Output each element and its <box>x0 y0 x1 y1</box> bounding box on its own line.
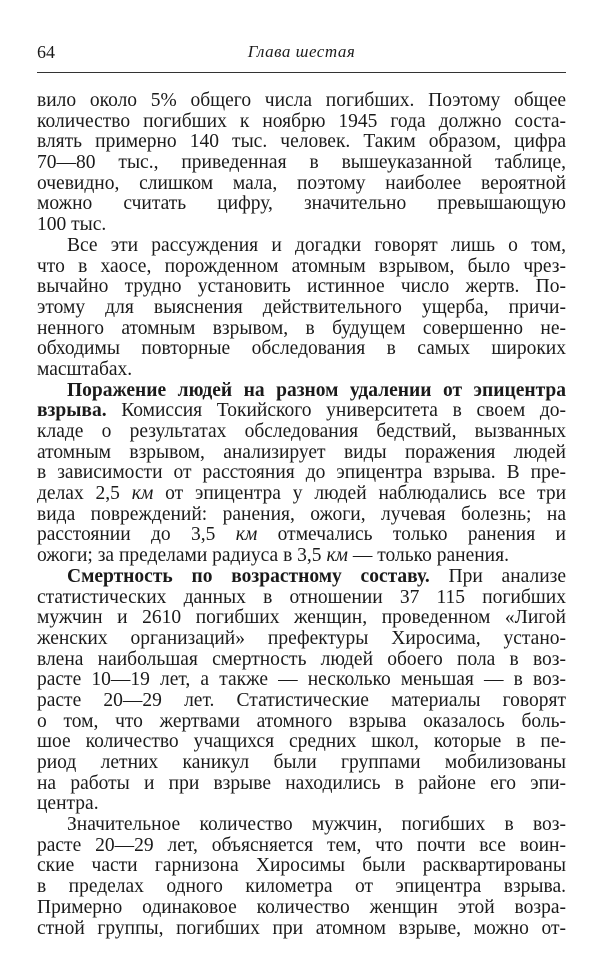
text-segment: статистических данных в отношении 37 115 погибших <box>37 586 566 608</box>
text-line <box>37 567 566 588</box>
text-line <box>37 525 566 546</box>
text-line <box>37 919 566 940</box>
text-segment: атомным взрывом, анализирует виды поражения людей <box>37 441 566 463</box>
text-line <box>37 319 566 340</box>
text-segment: от эпицентра у людей наблюдались все три <box>153 483 567 505</box>
text-segment: можно считать цифру, значительно превышающую <box>37 193 566 215</box>
text-segment: При анализе <box>429 565 566 587</box>
text-line <box>37 236 566 257</box>
text-segment: риод летних каникул были группами мобилизованы <box>37 752 566 773</box>
text-segment: мужчин и 2610 погибших женщин, проведенном «Лигой <box>37 607 566 629</box>
text-line <box>37 732 566 753</box>
text-line <box>37 484 566 505</box>
text-line <box>37 588 566 609</box>
text-line <box>37 463 566 484</box>
text-line <box>37 132 566 153</box>
text-segment: Примерно одинаковое количество женщин этой возра- <box>37 896 566 918</box>
text-line <box>37 401 566 422</box>
text-segment: ские части гарнизона Хиросимы были расквартированы <box>37 855 566 877</box>
text-line <box>37 112 566 133</box>
text-line <box>37 360 566 381</box>
text-segment: влена наибольшая смертность людей обоего пола в воз- <box>37 648 566 670</box>
text-segment: шое количество учащихся средних школ, которые в пе- <box>37 731 566 753</box>
text-line <box>37 836 566 857</box>
text-segment: Все эти рассуждения и догадки говорят лишь о том, <box>67 234 566 256</box>
bold-heading: взрыва. <box>37 400 107 422</box>
italic-unit: км <box>131 483 154 505</box>
text-line <box>37 153 566 174</box>
text-segment: — только ранения. <box>348 545 509 567</box>
text-segment: что в хаосе, порожденном атомным взрывом, было чрез- <box>37 255 566 277</box>
italic-unit: км <box>326 545 349 567</box>
text-line <box>37 546 566 567</box>
text-segment: очевидно, слишком мала, поэтому наиболее вероятной <box>37 172 566 194</box>
text-segment: в пределах одного километра от эпицентра взрыва. <box>37 876 566 898</box>
text-segment: делах 2,5 <box>37 483 132 505</box>
text-line <box>37 298 566 319</box>
page-header <box>37 42 566 66</box>
page-number: 64 <box>37 42 55 62</box>
text-line <box>37 215 566 236</box>
text-segment: вило около 5% общего числа погибших. Поэтому общее <box>37 90 566 111</box>
text-line <box>37 91 566 112</box>
text-segment: ненного атомным взрывом, в будущем совершенно не- <box>37 317 566 339</box>
text-line <box>37 194 566 215</box>
text-line <box>37 505 566 526</box>
text-line <box>37 794 566 815</box>
bold-heading: Поражение людей на разном удалении от эпицентра <box>67 379 566 401</box>
text-segment: этому для выяснения действительного ущерба, причи- <box>37 296 566 318</box>
paragraph <box>37 91 566 236</box>
text-segment: в зависимости от расстояния до эпицентра взрыва. В пре- <box>37 462 566 484</box>
text-line <box>37 257 566 278</box>
text-segment: расте 10—19 лет, а также — несколько меньшая — в воз- <box>37 669 566 691</box>
page-body <box>37 91 566 939</box>
text-segment: женских организаций» префектуры Хиросима, устано- <box>37 627 566 649</box>
paragraph <box>37 236 566 381</box>
text-line <box>37 898 566 919</box>
text-segment: на работы и при взрыве находились в районе его эпи- <box>37 772 566 794</box>
text-line <box>37 815 566 836</box>
italic-unit: км <box>235 524 258 546</box>
text-segment: стной группы, погибших при атомном взрыве, можно от- <box>37 917 566 939</box>
paragraph <box>37 381 566 567</box>
bold-heading: Смертность по возрастному составу. <box>67 565 430 587</box>
text-segment: 100 тыс. <box>37 214 107 236</box>
text-segment: количество погибших к ноябрю 1945 года должно соста- <box>37 110 566 132</box>
text-segment: расте 20—29 лет, объясняется тем, что почти все воин- <box>37 834 566 856</box>
text-line <box>37 691 566 712</box>
text-segment: кладе о результатах обследования бедствий, вызванных <box>37 421 566 442</box>
text-segment: масштабах. <box>37 358 133 380</box>
paragraph <box>37 815 566 939</box>
text-segment: о том, что жертвами атомного взрыва оказалось боль- <box>37 710 566 732</box>
text-segment: Комиссия Токийского университета в своем до- <box>106 400 566 422</box>
text-line <box>37 712 566 733</box>
text-segment: Значительное количество мужчин, погибших в воз- <box>67 814 566 836</box>
text-line <box>37 753 566 774</box>
text-line <box>37 381 566 402</box>
text-segment: 70—80 тыс., приведенная в вышеуказанной таблице, <box>37 152 566 174</box>
text-line <box>37 277 566 298</box>
paragraph <box>37 567 566 815</box>
text-line <box>37 339 566 360</box>
text-line <box>37 629 566 650</box>
text-segment: ожоги; за пределами радиуса в 3,5 <box>37 545 327 567</box>
text-line <box>37 856 566 877</box>
text-line <box>37 422 566 443</box>
text-line <box>37 174 566 195</box>
running-title: Глава шестая <box>247 42 356 61</box>
text-line <box>37 443 566 464</box>
text-segment: центра. <box>37 793 99 815</box>
text-line <box>37 877 566 898</box>
text-line <box>37 670 566 691</box>
text-line <box>37 650 566 671</box>
text-line <box>37 608 566 629</box>
text-segment: обходимы повторные обследования в самых широких <box>37 338 566 360</box>
text-segment: расстоянии до 3,5 <box>37 524 236 546</box>
header-rule <box>37 72 566 73</box>
text-segment: вычайно трудно установить истинное число жертв. По- <box>37 276 566 298</box>
text-segment: расте 20—29 лет. Статистические материалы говорят <box>37 689 566 711</box>
text-segment: отмечались только ранения и <box>257 524 566 546</box>
text-segment: вида повреждений: ранения, ожоги, лучевая болезнь; на <box>37 503 566 525</box>
text-line <box>37 774 566 795</box>
text-segment: влять примерно 140 тыс. человек. Таким образом, цифра <box>37 131 566 153</box>
